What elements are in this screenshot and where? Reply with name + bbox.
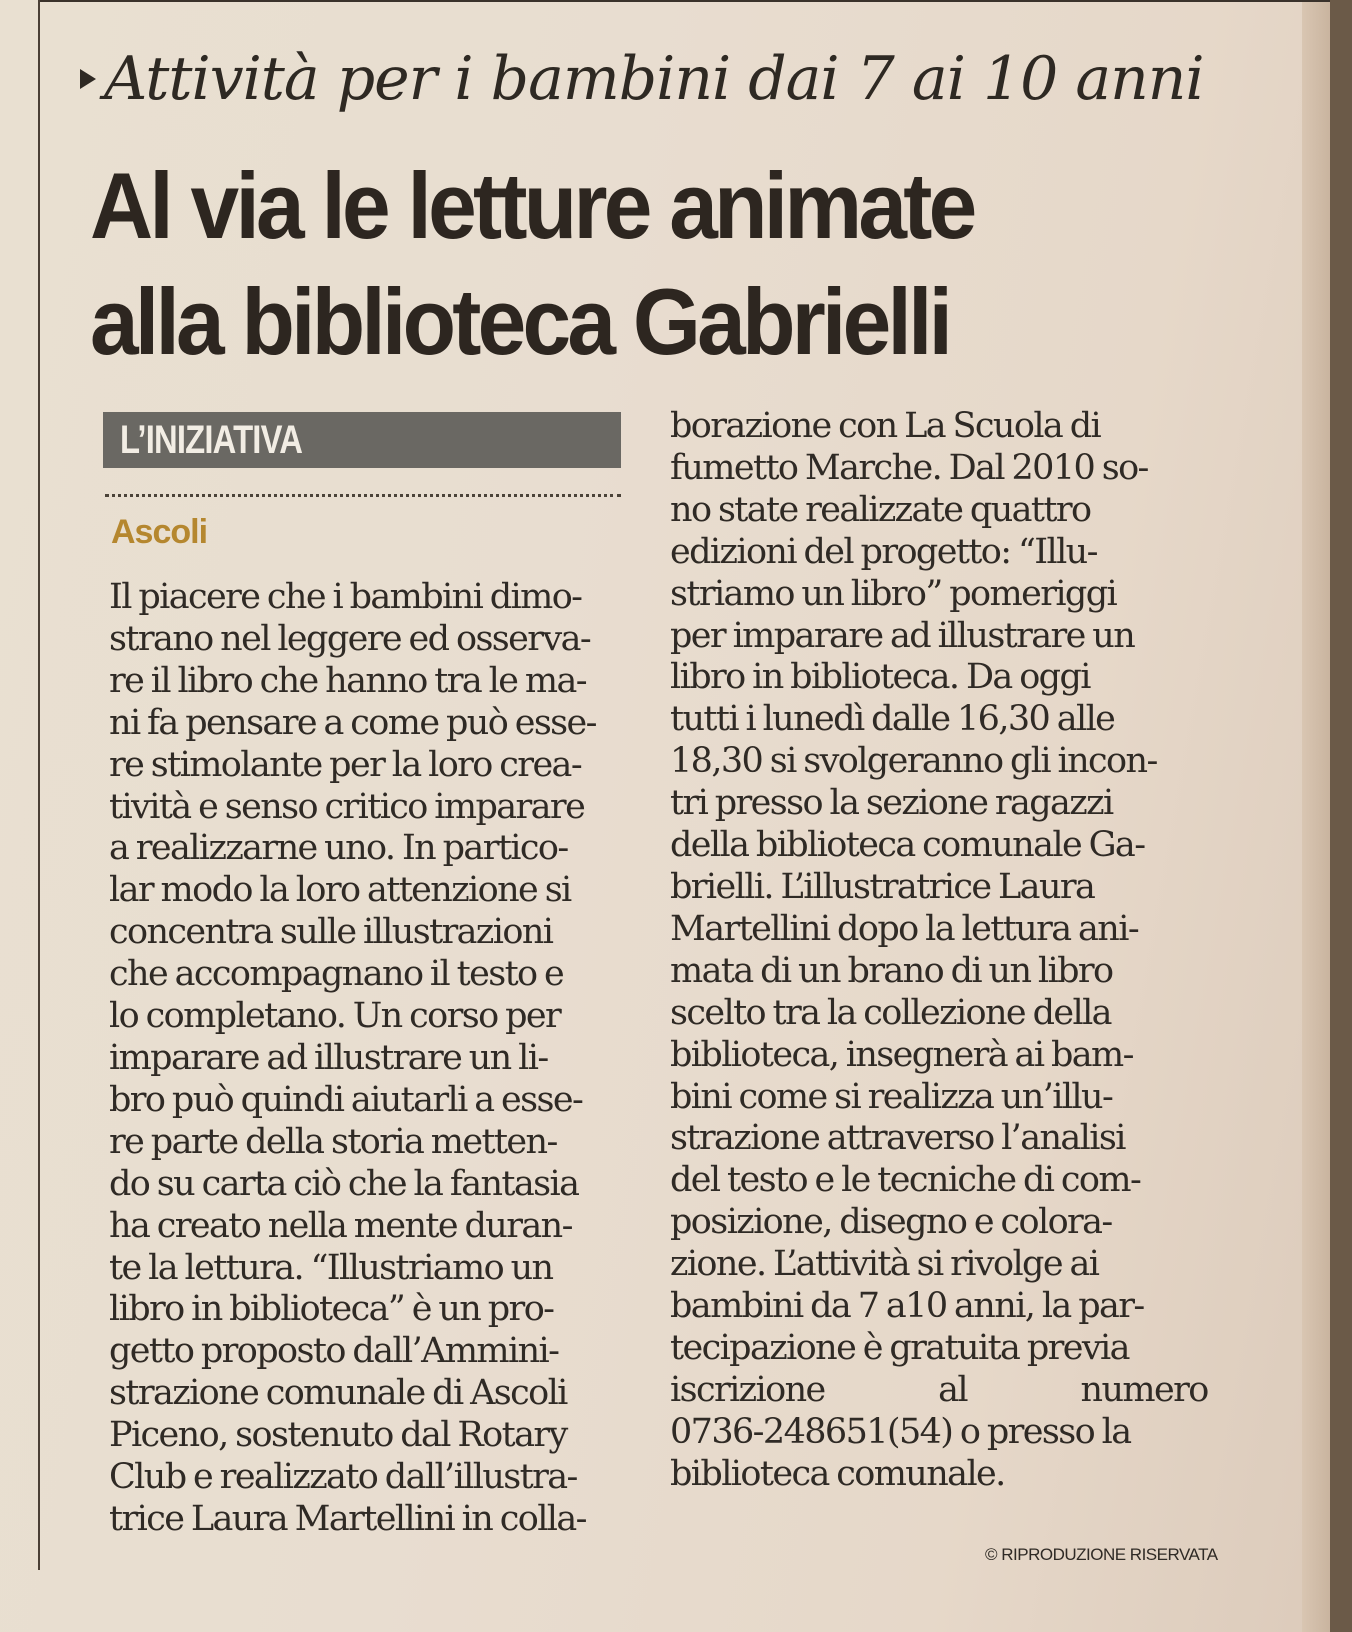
text-line: strazione attraverso l’analisi: [670, 1118, 1125, 1159]
text-line: della biblioteca comunale Ga-: [670, 825, 1145, 866]
text-line: fumetto Marche. Dal 2010 so-: [670, 447, 1148, 488]
text-line: scelto tra la collezione della: [670, 992, 1111, 1033]
headline-line: alla biblioteca Gabrielli: [90, 269, 950, 374]
kicker-text: Attività per i bambini dai 7 ai 10 anni: [104, 44, 1204, 114]
copyright-notice: © RIPRODUZIONE RISERVATA: [985, 1545, 1218, 1564]
headline: [90, 148, 1160, 380]
column-rule-left: [38, 0, 40, 1570]
text-line: per imparare ad illustrare un: [670, 615, 1135, 656]
text-line: zione. L’attività si rivolge ai: [670, 1244, 1099, 1285]
text-line: libro in biblioteca” è un pro-: [109, 1289, 554, 1330]
text-line: imparare ad illustrare un li-: [109, 1037, 548, 1078]
text-line: Piceno, sostenuto dal Rotary: [109, 1415, 567, 1456]
text-line: borazione con La Scuola di: [670, 406, 1101, 446]
text-line: do su carta ciò che la fantasia: [109, 1163, 579, 1204]
text-line: ha creato nella mente duran-: [109, 1205, 572, 1246]
text-line: mata di un brano di un libro: [670, 950, 1113, 991]
text-line: bambini da 7 a10 anni, la par-: [670, 1286, 1144, 1327]
text-line: te la lettura. “Illustriamo un: [109, 1247, 553, 1288]
text-line: strazione comunale di Ascoli: [109, 1373, 567, 1414]
text-line: tecipazione è gratuita previa: [670, 1327, 1129, 1368]
text-line: a realizzarne uno. In partico-: [109, 828, 568, 869]
text-line: tri presso la sezione ragazzi: [670, 783, 1113, 824]
text-line: re parte della storia metten-: [109, 1121, 557, 1162]
text-line: edizioni del progetto: “Illu-: [670, 531, 1097, 572]
text-line: brielli. L’illustratrice Laura: [670, 866, 1095, 907]
text-line: re stimolante per la loro crea-: [109, 744, 582, 785]
text-line: tività e senso critico imparare: [109, 786, 585, 827]
article-column-left: [109, 577, 629, 1541]
triangle-bullet-icon: [80, 69, 96, 89]
page-edge: [1302, 0, 1330, 1632]
text-line: che accompagnano il testo e: [109, 954, 564, 995]
dotted-divider: [105, 494, 621, 497]
text-line: posizione, disegno e colora-: [670, 1202, 1112, 1243]
text-line: tutti i lunedì dalle 16,30 alle: [670, 699, 1115, 740]
text-line: lo completano. Un corso per: [109, 996, 561, 1037]
text-line: libro in biblioteca. Da oggi: [670, 657, 1090, 698]
text-line: Il piacere che i bambini dimo-: [109, 577, 582, 617]
text-line: concentra sulle illustrazioni: [109, 912, 553, 953]
text-line: iscrizione al numero: [670, 1369, 1208, 1410]
headline-line: Al via le letture animate: [90, 153, 974, 258]
article-column-right: [670, 406, 1210, 1496]
text-line: lar modo la loro attenzione si: [109, 870, 571, 911]
text-line: strano nel leggere ed osserva-: [109, 618, 591, 659]
text-line: Martellini dopo la lettura ani-: [670, 908, 1139, 949]
text-line: bini come si realizza un’illu-: [670, 1076, 1113, 1117]
text-line: biblioteca, insegnerà ai bam-: [670, 1034, 1133, 1075]
text-line: no state realizzate quattro: [670, 489, 1091, 530]
text-line: bro può quindi aiutarli a esse-: [109, 1079, 583, 1120]
text-line: del testo e le tecniche di com-: [670, 1160, 1141, 1201]
text-line: ni fa pensare a come può esse-: [109, 702, 596, 743]
text-line: re il libro che hanno tra le ma-: [109, 660, 586, 701]
text-line: striamo un libro” pomeriggi: [670, 573, 1117, 614]
text-line: getto proposto dall’Ammini-: [109, 1331, 559, 1372]
text-line: trice Laura Martellini in colla-: [109, 1498, 586, 1539]
text-line: Club e realizzato dall’illustra-: [109, 1457, 577, 1498]
text-line: biblioteca comunale.: [670, 1453, 1005, 1494]
kicker: [80, 44, 1204, 114]
text-line: 0736-248651(54) o presso la: [670, 1411, 1131, 1452]
top-rule: [38, 0, 1330, 2]
text-line: 18,30 si svolgeranno gli incon-: [670, 741, 1157, 782]
section-label: L’INIZIATIVA: [120, 418, 303, 462]
location-dateline: Ascoli: [111, 513, 208, 551]
